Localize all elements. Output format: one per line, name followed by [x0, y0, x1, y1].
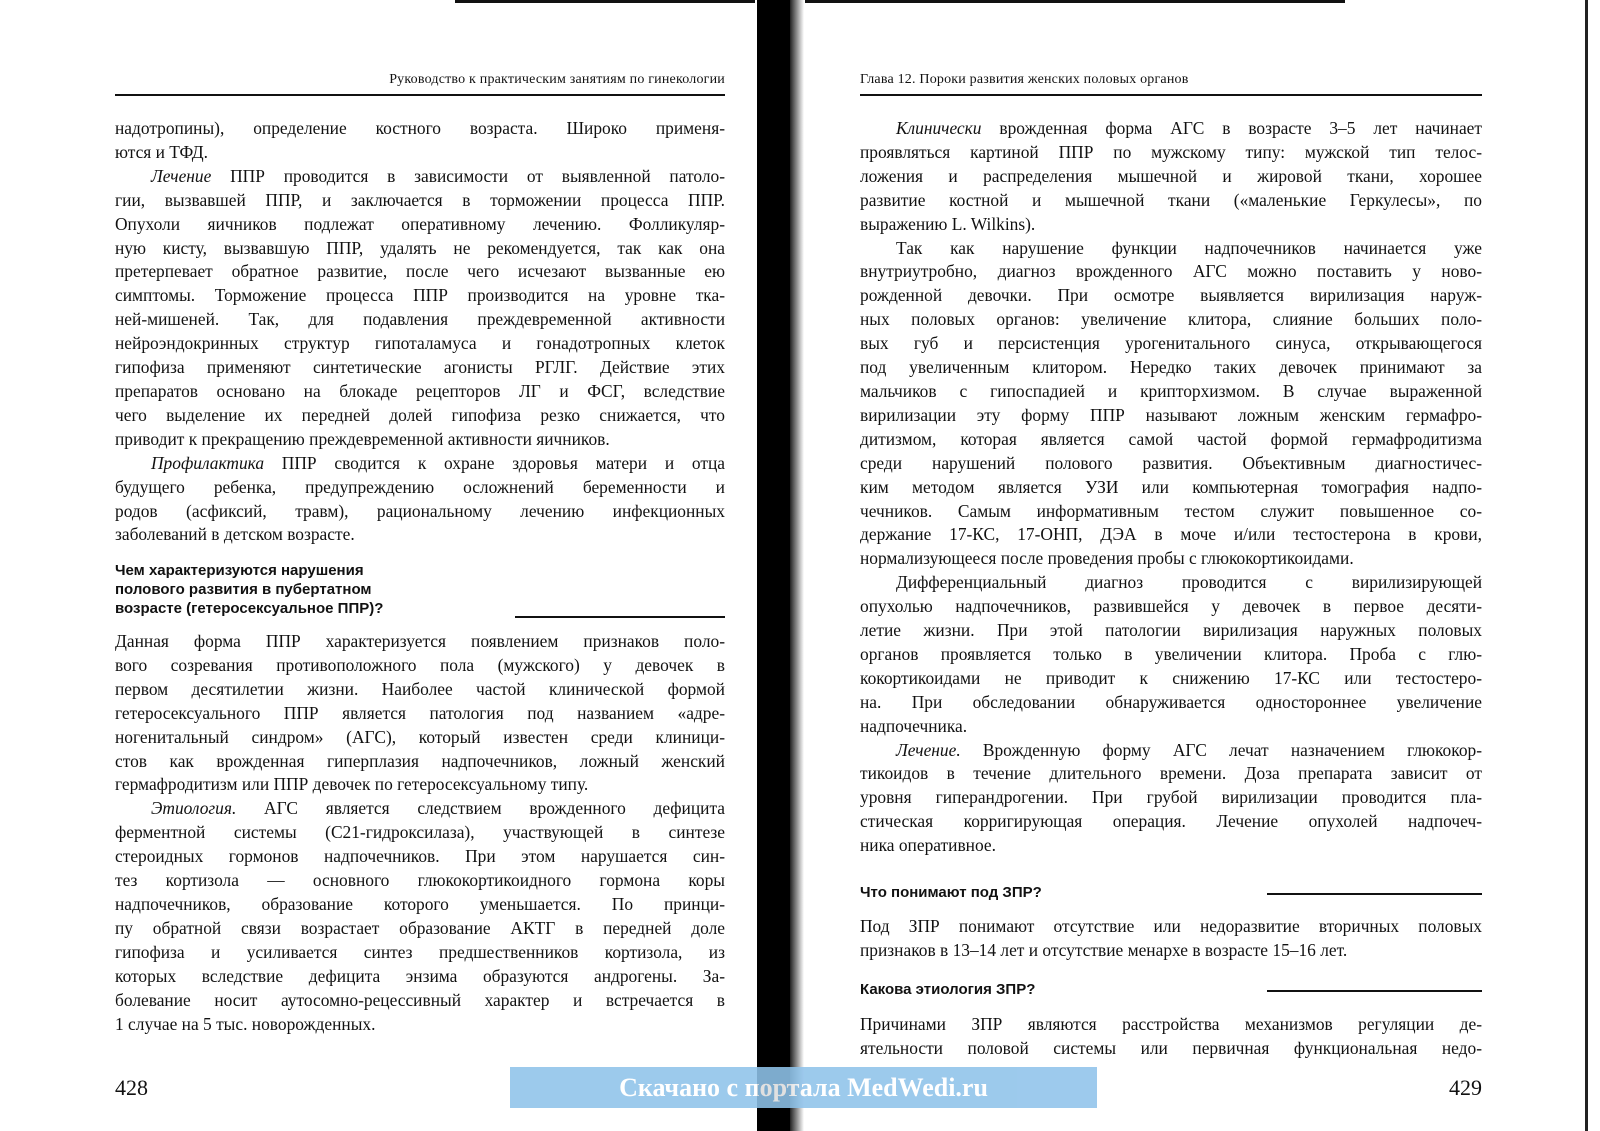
right-page [860, 0, 1482, 1131]
line-text: под увеличенным клитором. Нередко таких девочек принимают за [860, 357, 1482, 378]
line-text: нейроэндокринных структур гипоталамуса и гонадотропных клеток [115, 333, 725, 354]
text-block [860, 117, 1482, 858]
text-line [860, 117, 1482, 141]
line-text: Дифференциальный диагноз проводится с вирилизирующей [896, 572, 1482, 593]
text-line [860, 595, 1482, 619]
line-text: ную кисту, вызвавшую ППР, удалять не рекомендуется, так как она [115, 237, 725, 258]
question-heading [115, 561, 725, 618]
line-text: ятельности половой системы или первичная функциональная недо- [860, 1037, 1482, 1058]
heading-line: возрасте (гетеросексуальное ППР)? [115, 600, 384, 617]
text-line [115, 702, 725, 726]
text-line [860, 356, 1482, 380]
italic-term: Клинически [896, 118, 982, 138]
line-text: среди нарушений полового развития. Объективным диагностичес- [860, 452, 1482, 473]
text-line [115, 428, 725, 452]
text-line [860, 189, 1482, 213]
page-edge-line [1585, 0, 1588, 1131]
text-line [860, 308, 1482, 332]
text-line [860, 715, 1482, 739]
text-line [115, 189, 725, 213]
text-line [860, 523, 1482, 547]
line-text: ных половых органов: увеличение клитора, слияние больших поло- [860, 309, 1482, 330]
text-line [860, 1037, 1482, 1061]
text-line [115, 750, 725, 774]
italic-term: Лечение [151, 165, 212, 186]
text-block [860, 1013, 1482, 1061]
text-line [860, 667, 1482, 691]
line-text: гии, вызвавшей ППР, и заключается в торможении процесса ППР. [115, 189, 725, 210]
line-text: пу обратной связи возрастает образование АКТГ в передней доле [115, 917, 725, 938]
line-text: мальчиков с гипоспадией и крипторхизмом. В случае выраженной [860, 380, 1482, 401]
spine-gradient [790, 0, 804, 1131]
heading-rule [515, 616, 725, 618]
line-text: Причинами ЗПР являются расстройства механизмов регуляции де- [860, 1014, 1482, 1034]
running-head: Глава 12. Пороки развития женских половых органов [860, 72, 1189, 87]
text-line [115, 821, 725, 845]
line-text: симптомы. Торможение процесса ППР производится на уровне тка- [115, 285, 725, 306]
line-text: которых вследствие дефицита энзима образуются андрогены. За- [115, 965, 725, 986]
line-text: органов проявляется только в увеличении клитора. Проба с глю- [860, 643, 1482, 664]
download-watermark: Скачано с портала MedWedi.ru [510, 1067, 1097, 1108]
line-text: развитие костной и мышечной ткани («маленькие Геркулесы», по [860, 189, 1482, 210]
heading-line: Какова этиология ЗПР? [860, 981, 1036, 998]
text-line [860, 213, 1482, 237]
line-text: 1 случае на 5 тыс. новорожденных. [115, 1013, 376, 1034]
line-text: родов (асфиксий, травм), рациональному лечению инфекционных [115, 500, 725, 521]
text-block [115, 117, 725, 547]
text-line [115, 332, 725, 356]
text-line [115, 356, 725, 380]
text-block [115, 630, 725, 1036]
text-line [115, 1013, 725, 1037]
text-line [860, 786, 1482, 810]
line-text: ким методом является УЗИ или компьютерная томография надпо- [860, 476, 1482, 497]
line-text: ложения и распределения мышечной и жировой ткани, хорошее [860, 165, 1482, 186]
line-text: врожденная форма АГС в возрасте 3–5 лет начинает [981, 118, 1482, 138]
text-line [860, 476, 1482, 500]
heading-rule [1267, 990, 1482, 992]
text-block [860, 915, 1482, 963]
line-text: болевание носит аутосомно-рецессивный характер и встречается в [115, 989, 725, 1010]
italic-term: Профилактика [151, 452, 265, 473]
line-text: Так как нарушение функции надпочечников начинается уже [896, 237, 1482, 258]
line-text: признаков в 13–14 лет и отсутствие менархе в возрасте 15–16 лет. [860, 939, 1348, 960]
line-text: дитизмом, которая является самой частой формой гермафродитизма [860, 428, 1482, 449]
text-line [860, 739, 1482, 763]
text-line [115, 654, 725, 678]
text-line [860, 571, 1482, 595]
line-text: опухолью надпочечников, развившейся у девочек в первое десяти- [860, 596, 1482, 617]
line-text: нормализующееся после проведения пробы с глюкокортикоидами. [860, 548, 1354, 569]
line-text: вых губ и персистенция урогенитального синуса, открывающегося [860, 333, 1482, 354]
line-text: выражению L. Wilkins). [860, 213, 1036, 234]
text-line [115, 773, 725, 797]
question-heading [860, 883, 1482, 902]
text-line [860, 452, 1482, 476]
line-text: вирилизации эту форму ППР называют ложным женским гермафро- [860, 404, 1482, 425]
text-line [115, 989, 725, 1013]
line-text: уровня гиперандрогении. При грубой вирилизации проводится пла- [860, 787, 1482, 808]
line-text: надпочечников, образование которого уменьшается. По принци- [115, 893, 725, 914]
line-text: заболеваний в детском возрасте. [115, 524, 355, 545]
italic-term: Этиология. [151, 798, 237, 819]
text-line [860, 915, 1482, 939]
line-text: ППР проводится в зависимости от выявленной патоло- [211, 165, 725, 186]
line-text: надотропины), определение костного возраста. Широко применя- [115, 118, 725, 138]
text-line [860, 547, 1482, 571]
text-line [115, 845, 725, 869]
text-line [860, 165, 1482, 189]
header-rule [115, 94, 725, 96]
text-line [860, 643, 1482, 667]
line-text: ются и ТФД. [115, 141, 208, 162]
header-rule [860, 94, 1482, 96]
line-text: проявляться картиной ППР по мужскому типу: мужской тип телос- [860, 141, 1482, 162]
text-line [860, 332, 1482, 356]
line-text: вого созревания противоположного пола (мужского) у девочек в [115, 654, 725, 675]
italic-term: Лечение. [896, 739, 961, 760]
text-line [115, 141, 725, 165]
line-text: стероидных гормонов надпочечников. При этом нарушается син- [115, 846, 725, 867]
text-line [115, 213, 725, 237]
text-line [860, 284, 1482, 308]
line-text: Данная форма ППР характеризуется появлением признаков поло- [115, 631, 725, 651]
text-line [115, 380, 725, 404]
line-text: Врожденную форму АГС лечат назначением глюкокор- [960, 739, 1482, 760]
line-text: препаратов основано на блокаде рецепторов ЛГ и ФСГ, вследствие [115, 380, 725, 401]
line-text: ферментной системы (С21-гидроксилаза), участвующей в синтезе [115, 822, 725, 843]
line-text: гермафродитизм или ППР девочек по гетеросексуальному типу. [115, 774, 589, 795]
text-line [115, 523, 725, 547]
text-line [860, 810, 1482, 834]
line-text: гипофиза и усиливается синтез предшественников кортизола, из [115, 941, 725, 962]
text-line [115, 476, 725, 500]
text-line [115, 308, 725, 332]
page-number: 428 [115, 1075, 148, 1100]
line-text: Опухоли яичников подлежат оперативному лечению. Фолликуляр- [115, 213, 725, 234]
text-line [115, 284, 725, 308]
text-line [115, 165, 725, 189]
heading-line: Что понимают под ЗПР? [860, 884, 1042, 901]
line-text: будущего ребенка, предупреждению осложнений беременности и [115, 476, 725, 497]
line-text: ногенитальный синдром» (АГС), который известен среди клиници- [115, 726, 725, 747]
line-text: летие жизни. При этой патологии вирилизация наружных половых [860, 620, 1482, 641]
text-line [115, 797, 725, 821]
text-line [115, 869, 725, 893]
text-line [115, 630, 725, 654]
line-text: рожденной девочки. При осмотре выявляется вирилизация наруж- [860, 285, 1482, 306]
text-line [860, 260, 1482, 284]
text-line [860, 237, 1482, 261]
text-line [860, 404, 1482, 428]
line-text: надпочечника. [860, 715, 968, 736]
text-line [115, 726, 725, 750]
line-text: чечников. Самым информативным тестом служит повышенное со- [860, 500, 1482, 521]
question-heading [860, 980, 1482, 999]
line-text: стов как врожденная гиперплазия надпочечников, ложный женский [115, 750, 725, 771]
heading-rule [1267, 893, 1482, 895]
line-text: на. При обследовании обнаруживается одностороннее увеличение [860, 691, 1482, 712]
heading-line: полового развития в пубертатном [115, 581, 372, 598]
text-line [115, 917, 725, 941]
line-text: тез кортизола — основного глюкокортикоидного гормона коры [115, 870, 725, 891]
line-text: ППР сводится к охране здоровья матери и отца [264, 452, 725, 473]
page-number: 429 [1449, 1075, 1482, 1100]
text-line [115, 500, 725, 524]
text-line [860, 939, 1482, 963]
text-line [860, 500, 1482, 524]
text-line [115, 117, 725, 141]
text-line [115, 941, 725, 965]
line-text: чего выделение их передней долей гипофиза резко снижается, что [115, 404, 725, 425]
line-text: гетеросексуального ППР является патология под названием «адре- [115, 702, 725, 723]
text-line [860, 762, 1482, 786]
text-line [115, 237, 725, 261]
text-line [115, 452, 725, 476]
line-text: кокортикоидами не приводит к снижению 17-КС или тестостеро- [860, 667, 1482, 688]
line-text: стическая корригирующая операция. Лечение опухолей надпочеч- [860, 811, 1482, 832]
text-line [860, 619, 1482, 643]
text-line [115, 893, 725, 917]
line-text: тикоидов в течение длительного времени. Доза препарата зависит от [860, 763, 1482, 784]
heading-line: Чем характеризуются нарушения [115, 562, 364, 579]
line-text: первом десятилетии жизни. Наиболее частой клинической формой [115, 678, 725, 699]
text-line [860, 691, 1482, 715]
line-text: ней-мишеней. Так, для подавления преждевременной активности [115, 309, 725, 330]
text-line [860, 141, 1482, 165]
line-text: внутриутробно, диагноз врожденного АГС можно поставить у ново- [860, 261, 1482, 282]
text-line [860, 1013, 1482, 1037]
line-text: ника оперативное. [860, 835, 996, 856]
line-text: АГС является следствием врожденного дефицита [236, 798, 725, 819]
running-head: Руководство к практическим занятиям по гинекологии [389, 72, 725, 87]
line-text: претерпевает обратное развитие, после чего исчезают вызванные ею [115, 261, 725, 282]
text-line [115, 965, 725, 989]
text-line [860, 428, 1482, 452]
line-text: гипофиза применяют синтетические агонисты РГЛГ. Действие этих [115, 357, 725, 378]
line-text: Под ЗПР понимают отсутствие или недоразвитие вторичных половых [860, 916, 1482, 936]
text-line [860, 834, 1482, 858]
line-text: держание 17-КС, 17-ОНП, ДЭА в моче и/или тестостерона в крови, [860, 524, 1482, 545]
line-text: приводит к прекращению преждевременной активности яичников. [115, 428, 610, 449]
text-line [860, 380, 1482, 404]
text-line [115, 260, 725, 284]
left-page [115, 0, 725, 1131]
text-line [115, 678, 725, 702]
text-line [115, 404, 725, 428]
